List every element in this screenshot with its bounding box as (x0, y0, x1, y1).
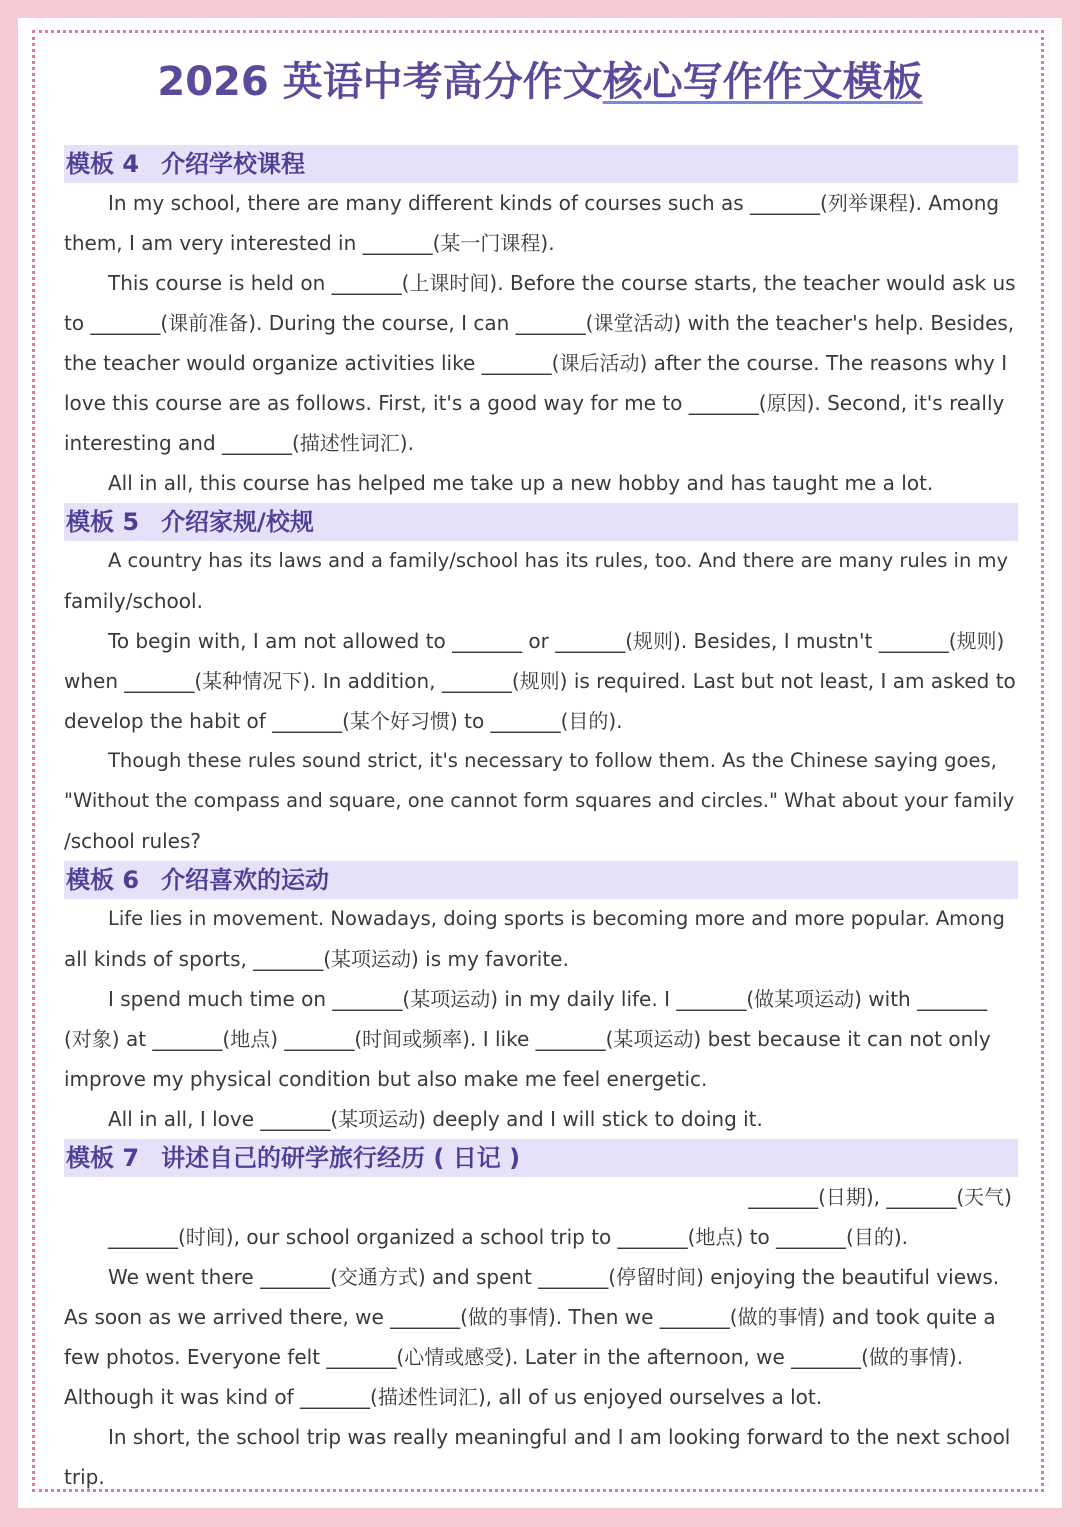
page-title (0, 52, 1080, 112)
text-line: trip. (64, 1465, 105, 1489)
text-line-date-weather: _______(日期), _______(天气) (748, 1185, 1012, 1209)
text-line: all kinds of sports, _______(某项运动) is my favorite. (64, 947, 569, 971)
section-title: 介绍喜欢的运动 (161, 866, 330, 894)
text-line: As soon as we arrived there, we _______(做的事情). Then we _______(做的事情) and took quite a (64, 1305, 996, 1329)
text-line: develop the habit of _______(某个好习惯) to _______(目的). (64, 709, 623, 733)
section-number: 模板 6 (66, 866, 140, 894)
text-line: All in all, I love _______(某项运动) deeply and I will stick to doing it. (108, 1107, 763, 1131)
text-line: "Without the compass and square, one cannot form squares and circles." What about your family (64, 789, 1015, 812)
text-line: interesting and _______(描述性词汇). (64, 431, 414, 455)
text-line: them, I am very interested in _______(某一门课程). (64, 231, 555, 255)
text-line: the teacher would organize activities like _______(课后活动) after the course. The reasons why I (64, 351, 1008, 375)
text-line: love this course are as follows. First, it's a good way for me to _______(原因). Second, it's really (64, 391, 1005, 415)
text-line: Although it was kind of _______(描述性词汇), all of us enjoyed ourselves a lot. (64, 1385, 823, 1409)
text-line: All in all, this course has helped me take up a new hobby and has taught me a lot. (108, 471, 934, 495)
text-line: I spend much time on _______(某项运动) in my daily life. I _______(做某项运动) with _______ (108, 987, 988, 1011)
text-line: Though these rules sound strict, it's necessary to follow them. As the Chinese saying goes, (108, 749, 997, 772)
section-heading-6 (64, 861, 1018, 899)
text-line: Life lies in movement. Nowadays, doing sports is becoming more and more popular. Among (108, 907, 1005, 930)
title-part2-underlined: 核心写作作文模板 (602, 59, 923, 105)
section-heading-5 (64, 503, 1018, 541)
text-line: We went there _______(交通方式) and spent _______(停留时间) enjoying the beautiful views. (108, 1265, 1000, 1289)
text-line: This course is held on _______(上课时间). Before the course starts, the teacher would ask us (108, 271, 1016, 295)
text-line: family/school. (64, 589, 203, 613)
section-number: 模板 7 (66, 1144, 140, 1172)
section-title: 介绍学校课程 (161, 150, 306, 178)
section-number: 模板 4 (66, 150, 140, 178)
content (64, 145, 1018, 1497)
text-line: _______(时间), our school organized a school trip to _______(地点) to _______(目的). (108, 1225, 908, 1249)
section-title: 讲述自己的研学旅行经历 ( 日记 ) (161, 1144, 521, 1172)
text-line: few photos. Everyone felt _______(心情或感受). Later in the afternoon, we _______(做的事情). (64, 1345, 964, 1369)
text-line: In short, the school trip was really meaningful and I am looking forward to the next school (108, 1425, 1011, 1449)
text-line: (对象) at _______(地点) _______(时间或频率). I like _______(某项运动) best because it can not only (64, 1027, 991, 1051)
text-line: improve my physical condition but also make me feel energetic. (64, 1067, 708, 1091)
text-line: /school rules? (64, 829, 202, 853)
title-part1: 2026 英语中考高分作文 (157, 59, 603, 105)
section-heading-4 (64, 145, 1018, 183)
text-line: to _______(课前准备). During the course, I can _______(课堂活动) with the teacher's help. Besides, (64, 311, 1015, 335)
text-line: when _______(某种情况下). In addition, _______(规则) is required. Last but not least, I am asked to (64, 669, 1016, 693)
section-heading-7 (64, 1139, 1018, 1177)
section-number: 模板 5 (66, 508, 140, 536)
text-line: To begin with, I am not allowed to _______ or _______(规则). Besides, I mustn't _______(规则) (108, 629, 1005, 653)
text-line: A country has its laws and a family/school has its rules, too. And there are many rules in my (108, 549, 1009, 572)
section-title: 介绍家规/校规 (161, 508, 314, 536)
text-line: In my school, there are many different kinds of courses such as _______(列举课程). Among (108, 191, 1000, 215)
